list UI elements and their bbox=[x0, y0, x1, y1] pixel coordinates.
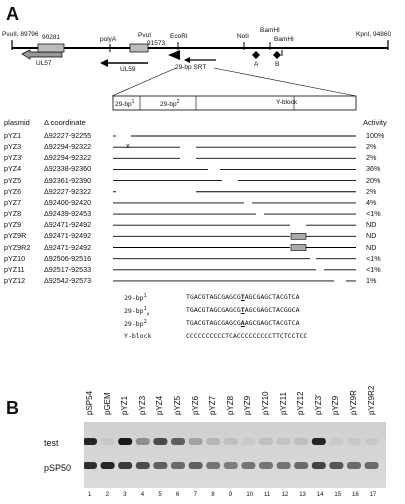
lane-label: pYZ9R2 bbox=[366, 385, 376, 415]
row-coord: Δ92294-92322 bbox=[44, 142, 92, 152]
test-band bbox=[206, 438, 220, 445]
row-plasmid: pYZ1 bbox=[4, 131, 22, 140]
box-label-bp1: $29-bp^1$ bbox=[115, 99, 135, 109]
lane-number: 17 bbox=[369, 492, 377, 498]
lane-label: pYZ3' bbox=[313, 394, 323, 415]
test-band bbox=[277, 438, 291, 445]
row-activity: 1% bbox=[366, 275, 377, 285]
test-band bbox=[118, 438, 132, 445]
lane-label: pYZ3 bbox=[137, 395, 147, 415]
band-label-psp50: pSP50 bbox=[44, 463, 72, 473]
lane-label: pYZ6 bbox=[190, 395, 200, 415]
lane-label: pYZ1 bbox=[120, 395, 130, 415]
box-label-yblock: Y-block bbox=[276, 99, 298, 106]
row-activity: ND bbox=[366, 242, 377, 252]
row-activity: <1% bbox=[366, 264, 381, 274]
lane-label: pYZ10 bbox=[261, 391, 270, 415]
row-plasmid: pYZ9 bbox=[4, 220, 22, 230]
row-activity: ND bbox=[366, 231, 377, 241]
label-ul59: UL59 bbox=[120, 66, 136, 73]
test-band bbox=[259, 438, 273, 445]
test-band bbox=[224, 438, 238, 445]
test-band bbox=[347, 438, 361, 445]
row-coord: Δ92471-92492 bbox=[44, 242, 92, 252]
lane-label: pYZ9 bbox=[243, 395, 253, 415]
seq-label-4: Y-block bbox=[124, 332, 152, 340]
lane-number: 13 bbox=[299, 492, 306, 498]
label-site-b: B bbox=[275, 61, 280, 68]
row-plasmid: pYZ8 bbox=[4, 209, 22, 219]
row-plasmid: pYZ5 bbox=[4, 175, 22, 185]
seq-label-3: $29-bp^2$ bbox=[124, 319, 147, 329]
ref-band bbox=[136, 462, 150, 469]
seq-1-mut: T bbox=[240, 293, 245, 301]
lane-label: pYZ9 bbox=[331, 395, 341, 415]
lane-number: 16 bbox=[352, 492, 359, 498]
lane-label: pYZ9R bbox=[349, 390, 358, 415]
row-coord: Δ92227-92322 bbox=[44, 186, 92, 196]
row-plasmid: pYZ3 bbox=[4, 142, 22, 152]
ref-band bbox=[312, 462, 326, 469]
row-coord: Δ92361-92390 bbox=[44, 175, 92, 185]
label-90281: 90281 bbox=[42, 34, 61, 41]
test-band bbox=[101, 438, 115, 445]
ref-band bbox=[365, 462, 379, 469]
test-band bbox=[294, 438, 308, 445]
inversion-box bbox=[291, 245, 306, 251]
label-site-a: A bbox=[254, 61, 259, 68]
row-plasmid: pYZ7 bbox=[4, 197, 22, 207]
lane-label: pGEM bbox=[102, 392, 112, 415]
lane-label: pYZ7 bbox=[208, 395, 218, 415]
row-plasmid: pYZ3' bbox=[4, 153, 23, 163]
row-activity: 100% bbox=[366, 131, 385, 140]
label-91573: 91573 bbox=[147, 40, 166, 47]
test-band bbox=[329, 438, 343, 445]
label-ul57: UL57 bbox=[36, 60, 52, 67]
row-coord: Δ92471-92492 bbox=[44, 220, 92, 230]
lane-label: pYZ12 bbox=[296, 391, 306, 415]
panel-b-label: B bbox=[6, 398, 19, 418]
label-srt: 29-bp SRT bbox=[175, 64, 207, 71]
row-coord: Δ92439-92453 bbox=[44, 209, 92, 219]
row-activity: 2% bbox=[366, 153, 377, 163]
lane-number: 9 bbox=[228, 492, 233, 498]
lane-number: 6 bbox=[176, 492, 180, 498]
ref-band bbox=[153, 462, 167, 469]
lane-number: 3 bbox=[123, 492, 127, 498]
ref-band bbox=[171, 462, 185, 469]
row-coord: Δ92517-92533 bbox=[44, 264, 92, 274]
row-activity: 20% bbox=[366, 175, 381, 185]
seq-2: TGACGTAGCGAGCGTAGCGAGCTACGGCA bbox=[186, 306, 300, 314]
row-coord: Δ92227-92255 bbox=[44, 131, 92, 140]
label-bamhi-2: BamHI bbox=[274, 36, 294, 43]
lane-number: 7 bbox=[193, 492, 197, 498]
label-pvui: PvuI bbox=[138, 32, 152, 39]
label-polya: polyA bbox=[100, 36, 117, 43]
ref-band bbox=[259, 462, 273, 469]
row-activity: 36% bbox=[366, 164, 381, 174]
seq-2-mut: T bbox=[240, 306, 245, 314]
row-plasmid: pYZ10 bbox=[4, 253, 26, 263]
box-label-bp2: $29-bp^2$ bbox=[160, 99, 180, 109]
label-bamhi-1: BamHI bbox=[260, 27, 280, 34]
row-plasmid: pYZ12 bbox=[4, 275, 26, 285]
band-label-test: test bbox=[44, 438, 59, 448]
label-kpni: KpnI, 94860 bbox=[356, 31, 392, 38]
ref-band bbox=[224, 462, 238, 469]
gel-image bbox=[84, 422, 386, 488]
lane-label: pYZ8 bbox=[225, 395, 235, 415]
test-band bbox=[312, 438, 326, 445]
test-band bbox=[189, 438, 203, 445]
row-coord: Δ92506-92516 bbox=[44, 253, 92, 263]
ref-band bbox=[206, 462, 220, 469]
row-activity: 2% bbox=[366, 186, 377, 196]
mutation-mark: x bbox=[126, 141, 130, 151]
row-activity: <1% bbox=[366, 253, 381, 263]
lane-number: 4 bbox=[140, 492, 145, 498]
seq-4: CCCCCCCCCCTCACCCCCCCCCTTCTCCTCC bbox=[186, 332, 308, 340]
row-plasmid: pYZ9R2 bbox=[4, 242, 31, 252]
label-pvuii: PvuII, 89796 bbox=[2, 31, 39, 38]
ref-band bbox=[189, 462, 203, 469]
lane-label: pYZ11 bbox=[278, 392, 288, 415]
row-plasmid: pYZ4 bbox=[4, 164, 22, 174]
test-band bbox=[365, 438, 379, 445]
label-ecori: EcoRI bbox=[170, 33, 188, 40]
ref-band bbox=[329, 462, 343, 469]
row-coord: Δ92400-92420 bbox=[44, 197, 92, 207]
test-band bbox=[84, 438, 97, 445]
row-coord: Δ92294-92322 bbox=[44, 153, 92, 163]
ref-band bbox=[84, 462, 97, 469]
panel-a-label: A bbox=[6, 4, 19, 24]
lane-number: 1 bbox=[88, 492, 92, 498]
ref-band bbox=[347, 462, 361, 469]
row-coord: Δ92471-92492 bbox=[44, 231, 92, 241]
ref-band bbox=[101, 462, 115, 469]
label-noti: NotI bbox=[237, 33, 249, 40]
lane-number: 8 bbox=[211, 492, 215, 498]
lane-label: pYZ4 bbox=[155, 395, 165, 415]
row-activity: 2% bbox=[366, 142, 377, 152]
lane-number: 15 bbox=[334, 492, 342, 498]
row-activity: ND bbox=[366, 220, 377, 230]
lane-number: 12 bbox=[281, 492, 289, 498]
test-band bbox=[241, 438, 255, 445]
row-plasmid: pYZ11 bbox=[4, 264, 25, 274]
row-plasmid: pYZ9R bbox=[4, 231, 27, 241]
row-coord: Δ92338-92360 bbox=[44, 164, 92, 174]
header-activity: Activity bbox=[363, 118, 387, 127]
test-band bbox=[136, 438, 150, 445]
lane-label: pYZ5 bbox=[173, 395, 182, 415]
test-band bbox=[171, 438, 185, 445]
seq-3-mut: A bbox=[240, 319, 245, 327]
ref-band bbox=[294, 462, 308, 469]
lane-number: 10 bbox=[246, 492, 254, 498]
ref-band bbox=[277, 462, 291, 469]
row-activity: 4% bbox=[366, 197, 377, 207]
seq-label-2: $29-bp^1_x$ bbox=[124, 306, 150, 318]
lane-number: 2 bbox=[105, 492, 109, 498]
seq-label-1: $29-bp^1$ bbox=[124, 293, 147, 303]
row-coord: Δ92542-92573 bbox=[44, 275, 92, 285]
row-plasmid: pYZ6 bbox=[4, 186, 22, 196]
ref-band bbox=[241, 462, 255, 469]
seq-1: TGACGTAGCGAGCGTAGCGAGCTACGTCA bbox=[186, 293, 300, 301]
lane-number: 5 bbox=[158, 492, 162, 498]
row-activity: <1% bbox=[366, 209, 381, 219]
inversion-box bbox=[291, 233, 306, 239]
ref-band bbox=[118, 462, 132, 469]
header-plasmid: plasmid bbox=[4, 118, 30, 127]
lane-number: 14 bbox=[316, 492, 324, 498]
test-band bbox=[153, 438, 167, 445]
lane-label: pSP54 bbox=[85, 390, 94, 415]
header-coord: Δ coordinate bbox=[44, 118, 86, 127]
lane-number: 11 bbox=[264, 492, 271, 498]
seq-3: TGACGTAGCGAGCGAAGCGAGCTACGTCA bbox=[186, 319, 300, 327]
